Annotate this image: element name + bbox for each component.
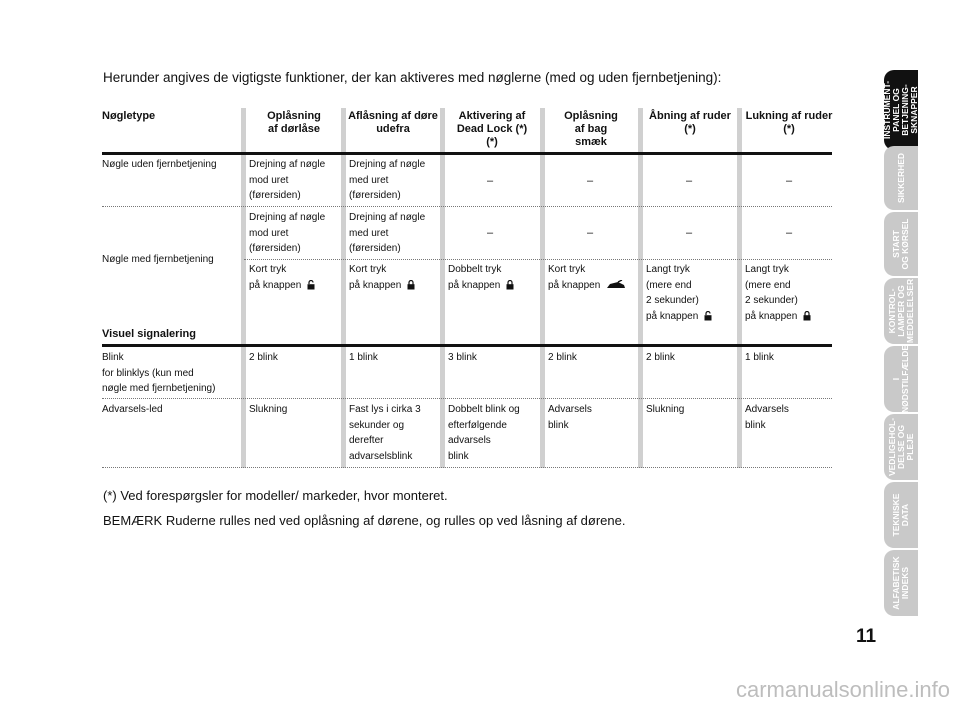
table-cell-empty: – — [487, 227, 494, 239]
cell-text: Kort tryk på knappen — [548, 264, 601, 291]
table-cell: 2 blink — [548, 352, 577, 363]
column-separator — [440, 108, 445, 468]
table-cell: 1 blink — [349, 352, 378, 363]
table-cell: Drejning af nøgle mod uret (førersiden) — [249, 159, 326, 201]
table-cell — [448, 262, 514, 293]
table-cell-empty: – — [686, 175, 693, 187]
table-rule — [102, 344, 832, 347]
header-dead-lock: Aktivering af Dead Lock (*) (*) — [456, 110, 528, 148]
tab-maintenance[interactable] — [884, 414, 918, 480]
unlock-icon — [307, 280, 315, 290]
column-separator — [638, 108, 643, 468]
column-separator — [341, 108, 346, 468]
cell-text: Kort tryk på knappen — [349, 264, 402, 291]
lock-icon — [803, 311, 811, 321]
header-lock-doors: Aflåsning af døre udefra — [348, 110, 438, 135]
watermark: carmanualsonline.info — [735, 677, 950, 702]
table-cell-empty: – — [786, 175, 793, 187]
table-cell: 2 blink — [646, 352, 675, 363]
row-divider — [244, 259, 832, 260]
column-separator — [540, 108, 545, 468]
table-cell-empty: – — [487, 175, 494, 187]
tab-label: START OG KØRSEL — [891, 218, 910, 270]
table-cell — [646, 262, 712, 324]
table-cell-empty: – — [786, 227, 793, 239]
footnote: (*) Ved forespørgsler for modeller/ markeder, hvor monteret. — [103, 488, 448, 503]
intro-text: Herunder angives de vigtigste funktioner, der kan aktiveres med nøglerne (med og uden fjernbetjening): — [103, 70, 722, 85]
tab-index[interactable] — [884, 550, 918, 616]
table-cell-empty: – — [686, 227, 693, 239]
header-unlock-tailgate: Oplåsning af bag smæk — [564, 110, 618, 148]
note: BEMÆRK Ruderne rulles ned ved oplåsning af dørene, og rulles op ved låsning af dørene. — [103, 513, 626, 528]
table-cell-empty: – — [587, 227, 594, 239]
table-cell-empty: – — [587, 175, 594, 187]
tab-label: TEKNISKE DATA — [891, 493, 910, 537]
tab-safety[interactable] — [884, 146, 918, 210]
tab-warning-lights[interactable] — [884, 278, 918, 344]
page-number: 11 — [856, 626, 877, 647]
tab-start-driving[interactable] — [884, 212, 918, 276]
table-cell — [745, 262, 811, 324]
tab-label: SIKKERHED — [895, 152, 906, 204]
column-separator — [241, 108, 246, 468]
table-cell: Dobbelt blink og efterfølgende advarsels blink — [448, 404, 520, 462]
row-label-warning-led: Advarsels-led — [102, 404, 163, 415]
lock-icon — [407, 280, 415, 290]
row-label-blink: Blink for blinklys (kun med nøgle med fjernbetjening) — [102, 352, 216, 394]
table-cell: Slukning — [249, 404, 288, 415]
tab-emergency[interactable] — [884, 346, 918, 412]
table-cell: 2 blink — [249, 352, 278, 363]
cell-text: Dobbelt tryk på knappen — [448, 264, 502, 291]
cell-text: Langt tryk (mere end 2 sekunder) på knappen — [646, 264, 699, 322]
tab-label: I NØDSTILFÆLDE — [891, 345, 910, 413]
row-divider — [102, 398, 832, 399]
tab-label: ALFABETISK INDEKS — [891, 556, 910, 610]
table-cell: Drejning af nøgle med uret (førersiden) — [349, 212, 426, 254]
tab-instrument-panel[interactable] — [884, 70, 918, 150]
table-cell: Fast lys i cirka 3 sekunder og derefter advarselsblink — [349, 404, 421, 462]
lock-icon — [506, 280, 514, 290]
table-cell: Advarsels blink — [548, 404, 592, 431]
tab-label: KONTROL- LAMPER OG MEDDELELSER — [886, 278, 915, 344]
table-cell: Drejning af nøgle mod uret (førersiden) — [249, 212, 326, 254]
row-label-key-with-remote: Nøgle med fjernbetjening — [102, 254, 214, 265]
header-unlock-doors: Oplåsning af dørlåse — [267, 110, 321, 135]
tab-technical-data[interactable] — [884, 482, 918, 548]
cell-text: Langt tryk (mere end 2 sekunder) på knappen — [745, 264, 798, 322]
row-divider — [102, 467, 832, 468]
table-cell: Slukning — [646, 404, 685, 415]
column-separator — [737, 108, 742, 468]
table-cell — [249, 262, 315, 293]
table-cell — [349, 262, 415, 293]
car-tailgate-icon — [606, 280, 626, 290]
table-cell: 1 blink — [745, 352, 774, 363]
table-rule — [102, 152, 832, 155]
header-close-windows: Lukning af ruder (*) — [745, 110, 833, 135]
header-keytype: Nøgletype — [102, 110, 156, 122]
unlock-icon — [704, 311, 712, 321]
row-label-key-without-remote: Nøgle uden fjernbetjening — [102, 159, 217, 170]
section-label-visual-signal: Visuel signalering — [102, 328, 196, 340]
header-open-windows: Åbning af ruder (*) — [649, 110, 731, 135]
cell-text: Kort tryk på knappen — [249, 264, 302, 291]
table-cell: Advarsels blink — [745, 404, 789, 431]
table-cell: 3 blink — [448, 352, 477, 363]
tab-label: INSTRUMENT- PANEL OG BETJENING- SKNAPPER — [882, 80, 919, 140]
table-cell — [548, 262, 626, 293]
table-cell: Drejning af nøgle med uret (førersiden) — [349, 159, 426, 201]
row-divider — [102, 206, 832, 207]
tab-label: VEDLIGEHOL- DELSE OG PLEJE — [886, 417, 915, 477]
